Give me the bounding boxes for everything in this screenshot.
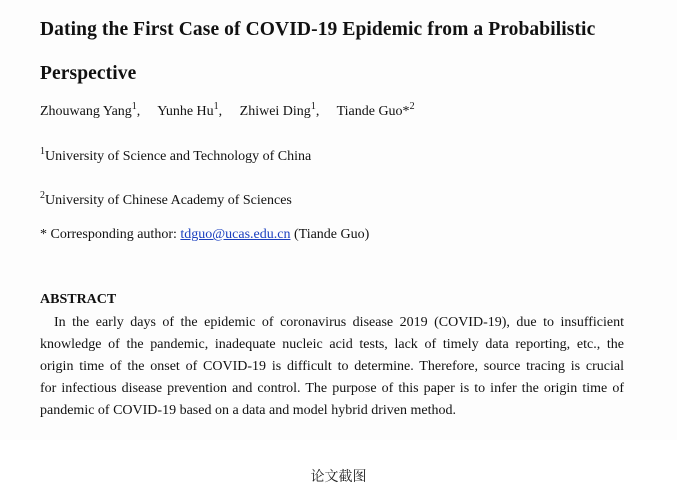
abstract-heading: ABSTRACT [40, 292, 117, 307]
paper-title [40, 8, 640, 96]
affiliation-mark: 1 [40, 146, 45, 157]
author-name: Yunhe Hu [157, 104, 214, 119]
image-caption: 论文截图 [310, 469, 367, 485]
corresponding-prefix: * Corresponding author: [40, 227, 181, 242]
author-separator: , [315, 104, 320, 119]
abstract-body [40, 312, 624, 422]
author [336, 101, 415, 119]
author-list [40, 101, 415, 120]
affiliation-text: University of Science and Technology of China [45, 149, 312, 164]
abstract-line: for infectious disease prevention and control. The purpose of this paper is to infer the origin time of [40, 381, 624, 396]
affiliation-text: University of Chinese Academy of Sciences [45, 193, 292, 208]
affiliation-mark: 1 [131, 101, 137, 112]
author-separator: , [136, 104, 141, 119]
affiliation [40, 190, 292, 209]
corresponding-author [40, 227, 369, 243]
author [157, 101, 236, 119]
author-name: Zhiwei Ding [239, 104, 311, 119]
affiliation [40, 146, 312, 165]
affiliation-mark: 1 [213, 101, 219, 112]
author [40, 101, 154, 119]
abstract-line: In the early days of the epidemic of coronavirus disease 2019 (COVID-19), due to insufficient [54, 315, 624, 330]
abstract-line: origin time of the onset of COVID-19 is difficult to determine. Therefore, source tracing is crucial [40, 359, 624, 374]
corresponding-suffix: (Tiande Guo) [290, 227, 370, 242]
paper-title-line-2: Perspective [40, 63, 137, 84]
paper-title-line-1: Dating the First Case of COVID-19 Epidemic from a Probabilistic [40, 19, 596, 40]
abstract-line: pandemic of COVID-19 based on a data and model hybrid driven method. [40, 403, 457, 418]
affiliation-mark: 2 [40, 190, 45, 201]
author-name: Tiande Guo* [336, 104, 410, 119]
affiliation-mark: 1 [310, 101, 316, 112]
abstract-line: knowledge of the pandemic, inadequate nucleic acid tests, lack of timely data reporting, etc., the [40, 337, 624, 352]
author-separator: , [218, 104, 223, 119]
email-link[interactable]: tdguo@ucas.edu.cn [180, 227, 291, 242]
affiliation-mark: 2 [409, 101, 415, 112]
author [239, 101, 334, 119]
author-name: Zhouwang Yang [40, 104, 132, 119]
